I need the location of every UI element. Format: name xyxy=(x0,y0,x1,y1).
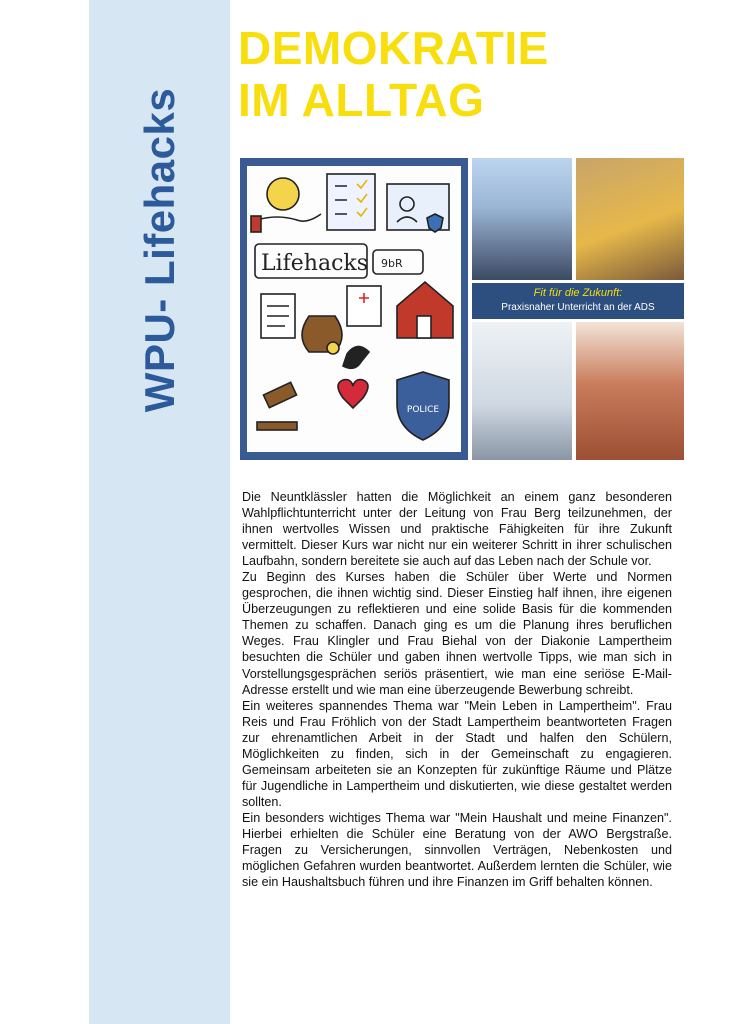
article-paragraph: Ein weiteres spannendes Thema war "Mein Leben in Lampertheim". Frau Reis und Frau Fröhlich von der Stadt Lampertheim beantworteten Fragen zur ehrenamtlichen Arbeit in der Stadt und halfen den Schülern, Möglichkeiten zu finden, sich in der Gemeinschaft zu engagieren. Gemeinsam arbeiteten sie an Konzepten für zukünftige Räume und Plätze für Jugendliche in Lampertheim und diskutierten, wie diese gestaltet werden sollten. xyxy=(242,698,672,809)
article-body xyxy=(242,489,672,890)
checklist-icon xyxy=(327,174,375,230)
photo-school-building xyxy=(576,322,684,460)
gavel-icon xyxy=(263,382,296,407)
banner-headline: Fit für die Zukunft: xyxy=(533,287,623,299)
vertical-course-title: WPU- Lifehacks xyxy=(136,87,183,413)
page-title-line-1: DEMOKRATIE xyxy=(238,22,549,74)
photo-police-visit xyxy=(472,158,572,280)
article-paragraph: Die Neuntklässler hatten die Möglichkeit an einem ganz besonderen Wahlpflichtunterricht unter der Leitung von Frau Berg teilzunehmen, der ihnen wertvolles Wissen und praktische Fähigkeiten für ihre Zukunft vermittelt. Dieser Kurs war nicht nur ein weiterer Schritt in ihrer schulischen Laufbahn, sondern bereitete sie auch auf das Leben nach der Schule vor. xyxy=(242,490,672,569)
poster-badge-text: POLICE xyxy=(406,405,440,415)
photo-collage xyxy=(240,158,684,460)
dollar-coin-icon xyxy=(267,178,299,210)
open-hand-icon xyxy=(257,214,321,221)
plug-icon xyxy=(343,346,369,368)
page-title-line-2: IM ALLTAG xyxy=(238,74,485,126)
collage-banner xyxy=(472,283,684,319)
poster-label: Lifehacks xyxy=(261,251,369,276)
banner-subline: Praxisnaher Unterricht an der ADS xyxy=(501,302,655,313)
heart-icon xyxy=(338,380,368,408)
page-title xyxy=(238,22,549,126)
medical-folder-icon xyxy=(347,286,381,326)
lifehacks-poster xyxy=(240,158,468,460)
photo-student-computer xyxy=(472,322,572,460)
poster-drawing xyxy=(247,166,461,452)
article-paragraph: Ein besonders wichtiges Thema war "Mein Haushalt und meine Finanzen". Hierbei erhielten die Schüler eine Beratung von der AWO Bergstraße. Fragen zu Versicherungen, sinnvollen Verträgen, Nebenkosten und möglichen Gefahren wurden beantwortet. Außerdem lernten die Schüler, wie sie ein Haushaltsbuch führen und ihre Finanzen im Griff behalten können. xyxy=(242,810,672,890)
article-paragraph: Zu Beginn des Kurses haben die Schüler über Werte und Normen gesprochen, die ihnen wichtig sind. Dieser Einstieg half ihnen, ihre eigenen Überzeugungen zu reflektieren und eine solide Basis für die kommenden Themen zu schaffen. Danach ging es um die Planung ihres beruflichen Weges. Frau Klingler und Frau Biehal von der Diakonie Lampertheim besuchten die Schüler und gaben ihnen wertvolle Tipps, wie man sich in Vorstellungsgesprächen seriös präsentiert, wie man eine seriöse E-Mail-Adresse erstellt und wie man eine überzeugende Bewerbung schreibt. xyxy=(242,570,672,697)
poster-illustration xyxy=(247,166,461,452)
photo-students-table xyxy=(576,158,684,280)
poster-tag: 9bR xyxy=(381,257,403,270)
